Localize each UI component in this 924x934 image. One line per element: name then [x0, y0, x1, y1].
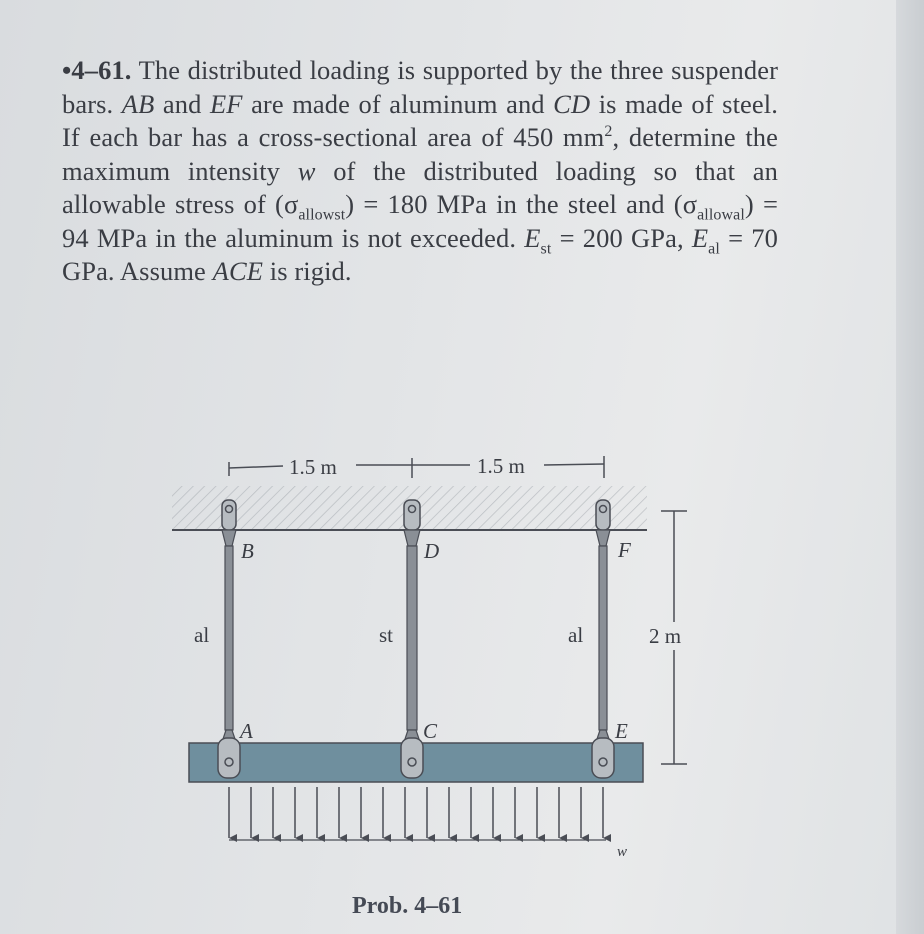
rigid-beam-ace: [189, 738, 643, 782]
distributed-load: [229, 787, 627, 860]
dimension-horizontal: [229, 454, 604, 479]
problem-statement: •4–61. The distributed loading is supported by the three suspender bars. AB and EF are made of aluminum and CD is made of steel. If each bar has a cross-sectional area of 450 $mm^2$, determine the maximum intensity w of the distributed loading so that an allowable stress of $(\sigma_{allowst}) = 180$ MPa in the steel and $(\sigma_{allowal}) = 94$ MPa in the aluminum is not exceeded. $E_{st} = 200$ GPa, $E_{al} = 70$ GPa. Assume ACE is rigid.: [62, 55, 779, 286]
label-d: D: [424, 539, 440, 563]
dimension-vertical: [649, 511, 687, 764]
problem-number: •4–61.: [62, 55, 132, 85]
bar-ab: [222, 500, 236, 742]
figure-caption: Prob. 4–61: [352, 893, 463, 919]
label-a: A: [240, 719, 253, 743]
dim-left-label: 1.5 m: [289, 455, 337, 479]
dim-right-label: 1.5 m: [477, 454, 525, 478]
material-left: al: [194, 623, 210, 647]
label-e: E: [615, 719, 628, 743]
bar-cd: [404, 500, 420, 742]
label-c: C: [423, 719, 438, 743]
load-label: w: [617, 844, 628, 860]
label-b: B: [241, 539, 254, 563]
label-f: F: [618, 538, 631, 562]
bar-ef: [596, 500, 610, 742]
material-right: al: [568, 623, 584, 647]
dim-height-label: 2 m: [649, 624, 682, 648]
material-mid: st: [379, 623, 394, 647]
